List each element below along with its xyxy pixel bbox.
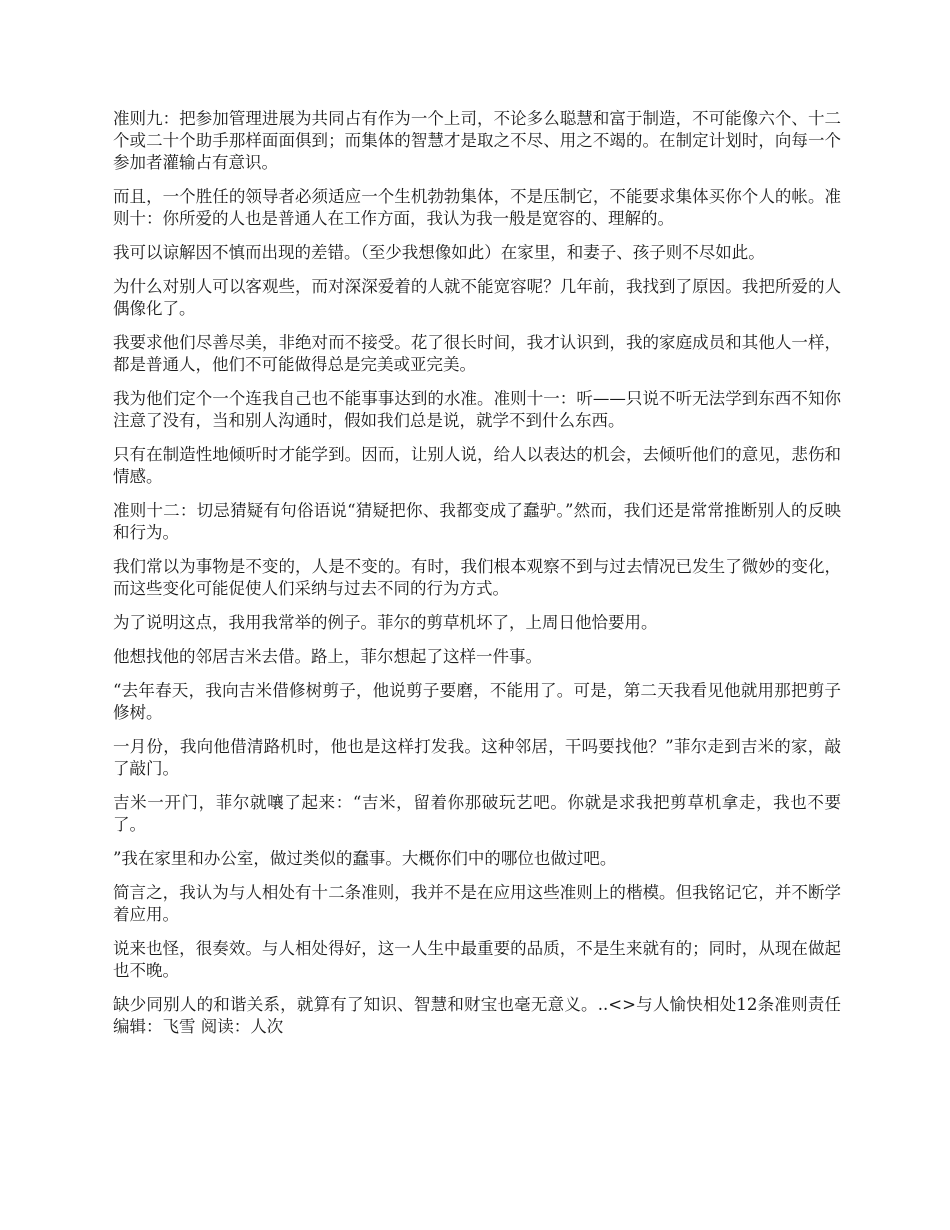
paragraph: 我为他们定个一个连我自己也不能事事达到的水准。准则十一：听——只说不听无法学到东西不知你注意了没有，当和别人沟通时，假如我们总是说，就学不到什么东西。: [113, 389, 841, 430]
paragraph: 他想找他的邻居吉米去借。路上，菲尔想起了这样一件事。: [113, 647, 542, 666]
paragraph: ”我在家里和办公室，做过类似的蠢事。大概你们中的哪位也做过吧。: [113, 849, 617, 868]
paragraph: 为了说明这点，我用我常举的例子。菲尔的剪草机坏了，上周日他恰要用。: [113, 613, 658, 632]
paragraph: 简言之，我认为与人相处有十二条准则，我并不是在应用这些准则上的楷模。但我铭记它，并不断学着应用。: [113, 883, 841, 924]
paragraph: 缺少同别人的和谐关系，就算有了知识、智慧和财宝也毫无意义。..<>与人愉快相处12条准则责任编辑：飞雪 阅读：人次: [113, 995, 841, 1036]
paragraph: 只有在制造性地倾听时才能学到。因而，让别人说，给人以表达的机会，去倾听他们的意见，悲伤和情感。: [113, 445, 841, 486]
document-body: [113, 108, 841, 1050]
paragraph: 我可以谅解因不慎而出现的差错。（至少我想像如此）在家里，和妻子、孩子则不尽如此。: [113, 243, 765, 262]
paragraph: 而且，一个胜任的领导者必须适应一个生机勃勃集体，不是压制它，不能要求集体买你个人的帐。准则十：你所爱的人也是普通人在工作方面，我认为我一般是宽容的、理解的。: [113, 187, 841, 228]
paragraph: 一月份，我向他借清路机时，他也是这样打发我。这种邻居，干吗要找他？”菲尔走到吉米的家，敲了敲门。: [113, 737, 841, 778]
paragraph: 准则十二：切忌猜疑有句俗语说“猜疑把你、我都变成了蠢驴。”然而，我们还是常常推断别人的反映和行为。: [113, 501, 841, 542]
paragraph: 我要求他们尽善尽美，非绝对而不接受。花了很长时间，我才认识到，我的家庭成员和其他人一样，都是普通人，他们不可能做得总是完美或亚完美。: [113, 333, 841, 374]
paragraph: “去年春天，我向吉米借修树剪子，他说剪子要磨，不能用了。可是，第二天我看见他就用那把剪子修树。: [113, 681, 841, 722]
paragraph: 为什么对别人可以客观些，而对深深爱着的人就不能宽容呢？几年前，我找到了原因。我把所爱的人偶像化了。: [113, 277, 841, 318]
paragraph: 吉米一开门，菲尔就嚷了起来：“吉米，留着你那破玩艺吧。你就是求我把剪草机拿走，我也不要了。: [113, 793, 841, 834]
paragraph: 说来也怪，很奏效。与人相处得好，这一人生中最重要的品质，不是生来就有的；同时，从现在做起也不晚。: [113, 939, 841, 980]
paragraph: 准则九：把参加管理进展为共同占有作为一个上司，不论多么聪慧和富于制造，不可能像六个、十二个或二十个助手那样面面俱到；而集体的智慧才是取之不尽、用之不竭的。在制定计划时，向每一个参加者灌输占有意识。: [113, 109, 841, 172]
paragraph: 我们常以为事物是不变的，人是不变的。有时，我们根本观察不到与过去情况已发生了微妙的变化，而这些变化可能促使人们采纳与过去不同的行为方式。: [113, 557, 841, 598]
